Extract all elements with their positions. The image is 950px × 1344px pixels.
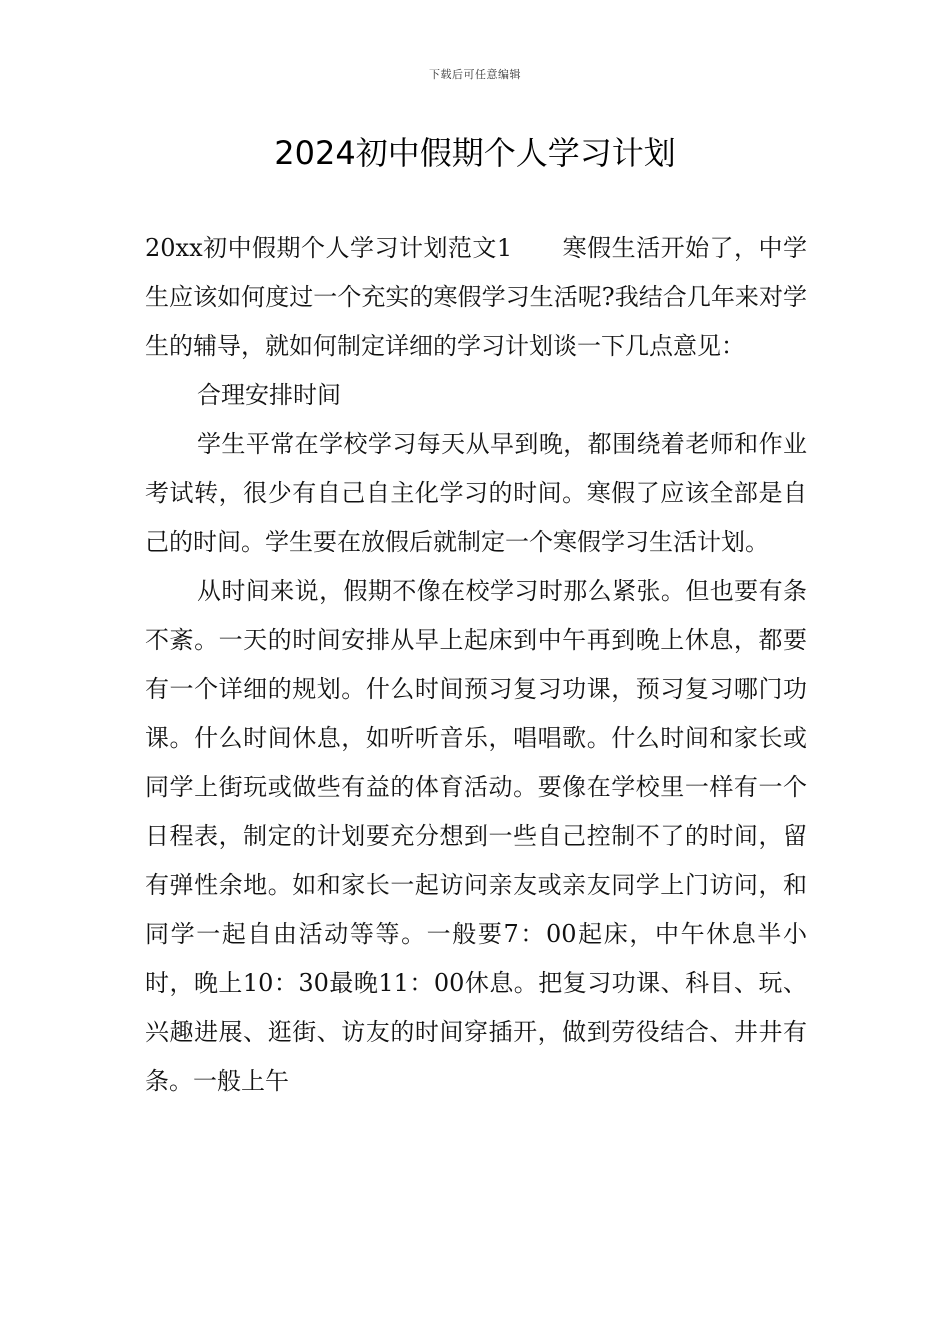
document-body — [145, 224, 807, 1106]
body-paragraph-1: 学生平常在学校学习每天从早到晚，都围绕着老师和作业考试转，很少有自己自主化学习的时间。寒假了应该全部是自己的时间。学生要在放假后就制定一个寒假学习生活计划。 — [145, 430, 807, 556]
intro-text: 寒假生活开始了，中学生应该如何度过一个充实的寒假学习生活呢?我结合几年来对学生的辅导，就如何制定详细的学习计划谈一下几点意见： — [145, 234, 808, 360]
section-heading: 合理安排时间 — [197, 381, 341, 409]
intro-paragraph — [145, 224, 807, 371]
body-paragraph-2: 从时间来说，假期不像在校学习时那么紧张。但也要有条不紊。一天的时间安排从早上起床到中午再到晚上休息，都要有一个详细的规划。什么时间预习复习功课，预习复习哪门功课。什么时间休息，如听听音乐，唱唱歌。什么时间和家长或同学上街玩或做些有益的体育活动。要像在学校里一样有一个日程表，制定的计划要充分想到一些自己控制不了的时间，留有弹性余地。如和家长一起访问亲友或亲友同学上门访问，和同学一起自由活动等等。一般要7：00起床，中午休息半小时，晚上10：30最晚11：00休息。把复习功课、科目、玩、兴趣进展、逛街、访友的时间穿插开，做到劳役结合、井井有条。一般上午 — [145, 577, 807, 1095]
header-note: 下载后可任意编辑 — [429, 68, 521, 81]
intro-label: 20xx初中假期个人学习计划范文1 — [145, 234, 513, 262]
document-title: 2024初中假期个人学习计划 — [274, 134, 676, 172]
